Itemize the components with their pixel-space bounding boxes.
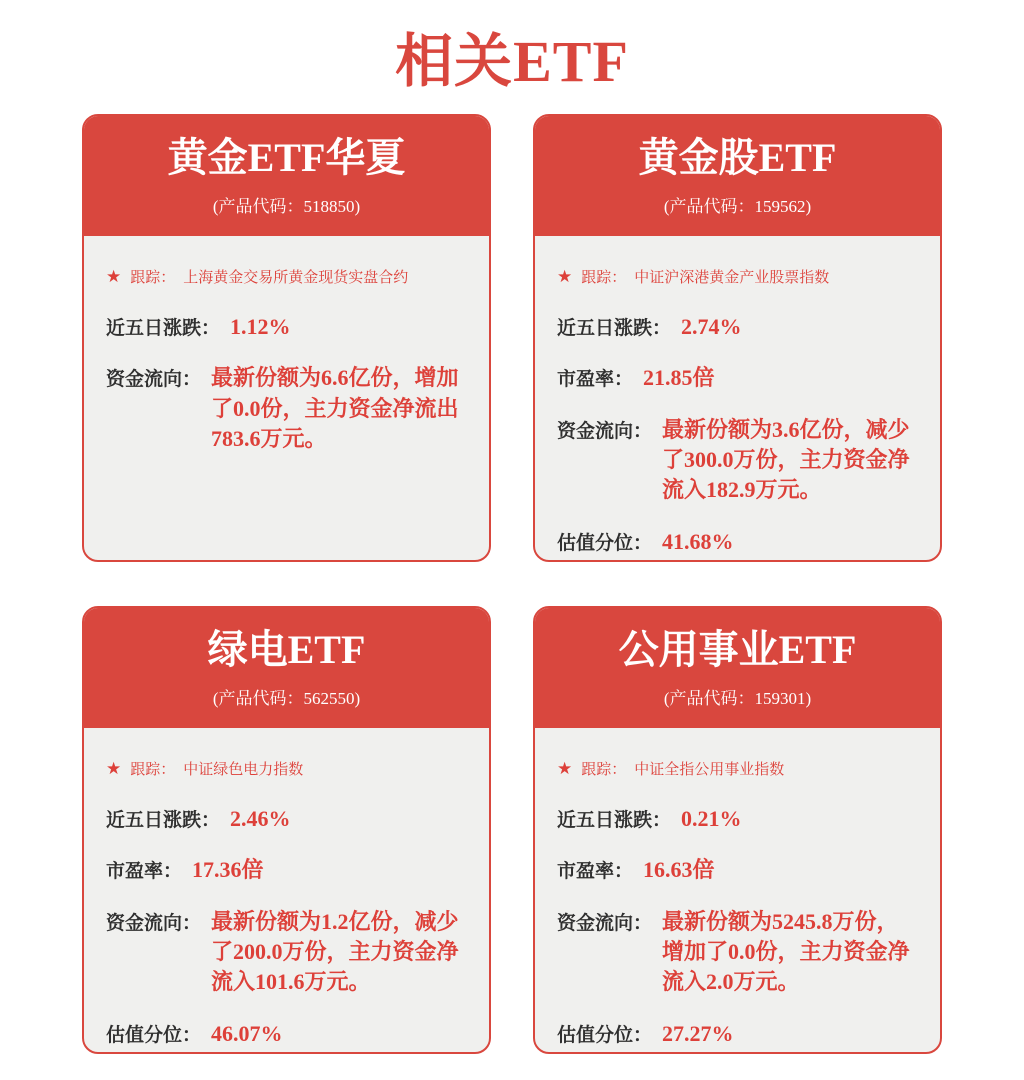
stat-value: 46.07% <box>211 1020 283 1046</box>
etf-card-grid <box>0 114 1024 1054</box>
stat-label: 估值分位： <box>106 1024 202 1046</box>
etf-product-code: (产品代码：518850) <box>212 196 361 216</box>
stat-label: 市盈率： <box>557 369 634 391</box>
stat-row-pe-ratio <box>106 855 467 885</box>
tracking-index-name: 上海黄金交易所黄金现货实盘合约 <box>183 269 409 286</box>
stat-value: 17.36倍 <box>192 857 264 883</box>
stat-row-valuation-percentile <box>106 1019 467 1049</box>
stat-label: 近五日涨跌： <box>557 318 672 339</box>
stat-label: 近五日涨跌： <box>557 810 672 831</box>
stat-row-5day-change <box>106 804 467 834</box>
etf-name: 黄金股ETF <box>638 134 837 180</box>
star-icon: ★ <box>106 267 122 286</box>
stat-row-5day-change <box>106 312 467 342</box>
stat-row-fund-flow <box>106 363 467 454</box>
stat-label: 近五日涨跌： <box>106 810 221 831</box>
card-body <box>535 236 940 562</box>
stat-value: 2.46% <box>230 806 291 831</box>
card-header <box>535 116 940 236</box>
stat-value: 1.12% <box>230 314 291 339</box>
tracking-line <box>557 266 918 287</box>
card-header <box>535 608 940 728</box>
stat-row-pe-ratio <box>557 363 918 393</box>
stat-value: 41.68% <box>662 528 734 554</box>
tracking-label: 跟踪： <box>130 761 176 778</box>
card-body <box>84 236 489 560</box>
star-icon: ★ <box>106 759 122 778</box>
etf-card-lvdian-etf <box>82 606 491 1054</box>
tracking-line <box>557 758 918 779</box>
stat-value: 最新份额为3.6亿份，减少了300.0万份，主力资金净流入182.9万元。 <box>662 416 910 503</box>
tracking-index-name: 中证全指公用事业指数 <box>634 761 785 778</box>
stat-label: 近五日涨跌： <box>106 318 221 339</box>
tracking-line <box>106 266 467 287</box>
card-body <box>84 728 489 1054</box>
stat-value: 21.85倍 <box>643 365 715 391</box>
etf-product-code: (产品代码：562550) <box>212 688 361 708</box>
etf-card-huangjingu-etf <box>533 114 942 562</box>
stat-row-valuation-percentile <box>557 1019 918 1049</box>
star-icon: ★ <box>557 267 573 286</box>
tracking-label: 跟踪： <box>130 269 176 286</box>
etf-name: 公用事业ETF <box>618 626 857 672</box>
stat-value: 27.27% <box>662 1020 734 1046</box>
stat-label: 资金流向： <box>557 420 653 442</box>
stat-value: 最新份额为6.6亿份，增加了0.0份，主力资金净流出783.6万元。 <box>211 365 459 452</box>
card-header <box>84 116 489 236</box>
stat-value: 最新份额为1.2亿份，减少了200.0万份，主力资金净流入101.6万元。 <box>211 908 459 995</box>
etf-name: 黄金ETF华夏 <box>167 134 406 180</box>
etf-card-huangjin-etf-huaxia <box>82 114 491 562</box>
stat-label: 资金流向： <box>557 912 653 934</box>
stat-row-valuation-percentile <box>557 527 918 557</box>
tracking-index-name: 中证绿色电力指数 <box>183 761 304 778</box>
tracking-index-name: 中证沪深港黄金产业股票指数 <box>634 269 830 286</box>
tracking-label: 跟踪： <box>581 269 627 286</box>
stat-value: 0.21% <box>681 806 742 831</box>
stat-row-5day-change <box>557 312 918 342</box>
page-title: 相关ETF <box>395 29 629 94</box>
etf-product-code: (产品代码：159562) <box>663 196 812 216</box>
stat-value: 16.63倍 <box>643 857 715 883</box>
stat-label: 估值分位： <box>557 1024 653 1046</box>
stat-row-fund-flow <box>557 415 918 506</box>
stat-row-5day-change <box>557 804 918 834</box>
stat-label: 资金流向： <box>106 912 202 934</box>
stat-label: 估值分位： <box>557 532 653 554</box>
etf-name: 绿电ETF <box>207 626 366 672</box>
star-icon: ★ <box>557 759 573 778</box>
tracking-label: 跟踪： <box>581 761 627 778</box>
stat-label: 市盈率： <box>106 861 183 883</box>
stat-label: 市盈率： <box>557 861 634 883</box>
stat-value: 最新份额为5245.8万份，增加了0.0份，主力资金净流入2.0万元。 <box>662 908 910 995</box>
card-header <box>84 608 489 728</box>
etf-card-gongyongshiye-etf <box>533 606 942 1054</box>
stat-row-fund-flow <box>557 907 918 998</box>
etf-product-code: (产品代码：159301) <box>663 688 812 708</box>
stat-value: 2.74% <box>681 314 742 339</box>
stat-row-pe-ratio <box>557 855 918 885</box>
tracking-line <box>106 758 467 779</box>
stat-row-fund-flow <box>106 907 467 998</box>
stat-label: 资金流向： <box>106 369 202 391</box>
card-body <box>535 728 940 1054</box>
